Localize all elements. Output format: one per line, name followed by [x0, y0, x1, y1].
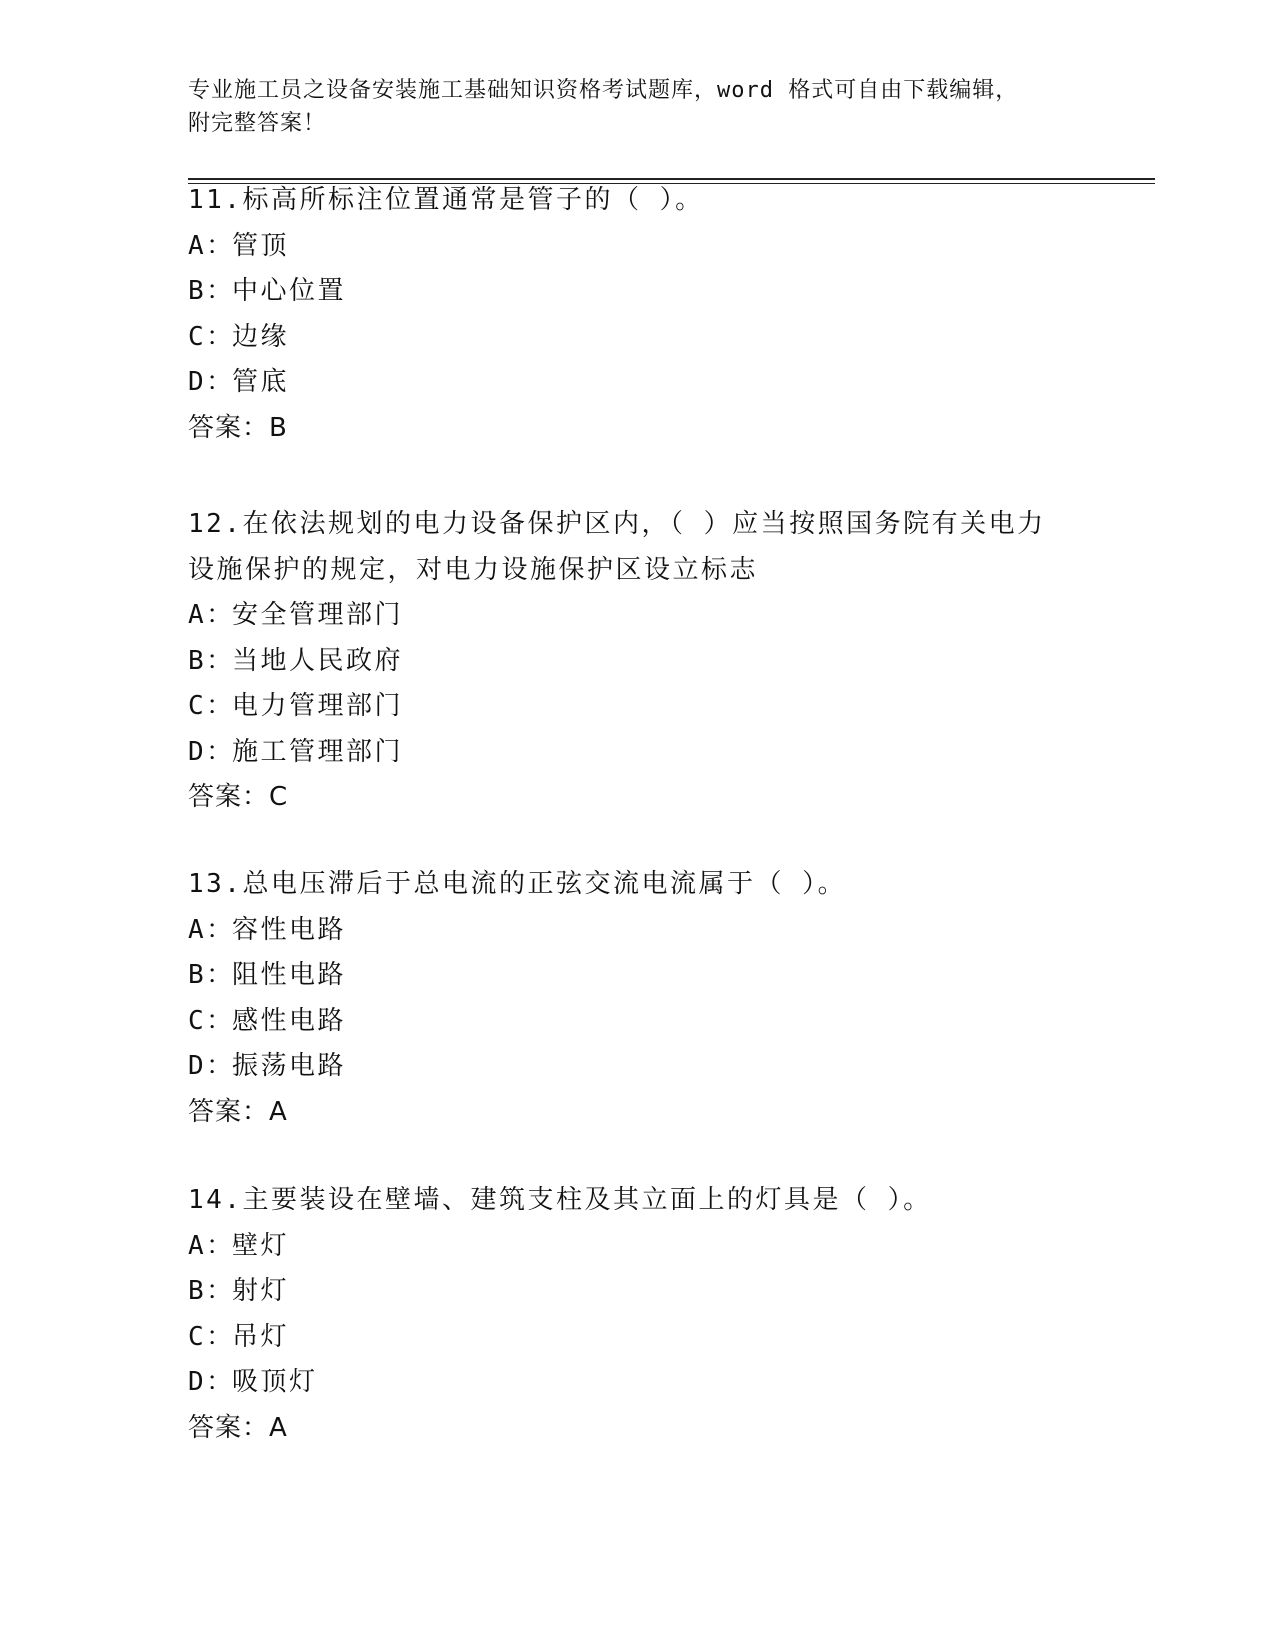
- question-14: [188, 1178, 1088, 1451]
- question-stem-line-2: 设施保护的规定，对电力设施保护区设立标志: [188, 554, 759, 585]
- option-text: 管底: [232, 367, 290, 397]
- option-b: [188, 269, 1088, 315]
- option-d: [188, 360, 1088, 406]
- question-stem: 14.主要装设在壁墙、建筑支柱及其立面上的灯具是（ ）。: [188, 1185, 932, 1215]
- option-c: [188, 1315, 1088, 1361]
- option-text: 射灯: [232, 1276, 290, 1306]
- question-stem-line-1: 12.在依法规划的电力设备保护区内，（ ）应当按照国务院有关电力: [188, 509, 1046, 539]
- option-key: A：: [188, 600, 235, 630]
- option-b: [188, 639, 1088, 685]
- option-c: [188, 684, 1088, 730]
- option-c: [188, 999, 1088, 1045]
- question-stem: 11.标高所标注位置通常是管子的（ ）。: [188, 185, 704, 215]
- question-11: [188, 178, 1088, 451]
- document-header: [188, 74, 1068, 140]
- option-c: [188, 315, 1088, 361]
- option-key: A：: [188, 1230, 235, 1261]
- option-key: C：: [188, 691, 235, 721]
- option-key: A：: [188, 230, 235, 261]
- option-key: D：: [188, 1367, 235, 1397]
- option-key: D：: [188, 367, 235, 397]
- header-line-1: 专业施工员之设备安装施工基础知识资格考试题库，word 格式可自由下载编辑，: [188, 78, 1019, 103]
- option-text: 阻性电路: [232, 960, 347, 990]
- option-key: C：: [188, 1321, 235, 1352]
- option-a: [188, 224, 1088, 270]
- option-b: [188, 953, 1088, 999]
- option-text: 吸顶灯: [232, 1367, 318, 1397]
- option-text: 施工管理部门: [232, 736, 404, 767]
- option-key: B：: [188, 1276, 235, 1306]
- header-line-2: 附完整答案！: [188, 111, 327, 136]
- option-b: [188, 1269, 1088, 1315]
- option-text: 感性电路: [232, 1005, 347, 1036]
- option-key: C：: [188, 321, 235, 352]
- option-key: C：: [188, 1005, 235, 1036]
- option-a: [188, 1224, 1088, 1270]
- option-d: [188, 1360, 1088, 1406]
- question-stem: 13.总电压滞后于总电流的正弦交流电流属于（ ）。: [188, 869, 847, 899]
- option-text: 中心位置: [232, 276, 347, 306]
- option-key: D：: [188, 736, 235, 767]
- option-d: [188, 730, 1088, 776]
- option-text: 安全管理部门: [232, 600, 404, 630]
- option-key: D：: [188, 1051, 235, 1081]
- option-key: B：: [188, 276, 235, 306]
- option-text: 吊灯: [232, 1321, 290, 1352]
- option-key: B：: [188, 960, 235, 990]
- option-text: 管顶: [232, 230, 290, 261]
- answer: 答案：A: [188, 1412, 288, 1443]
- option-text: 当地人民政府: [232, 645, 404, 676]
- answer: 答案：B: [188, 412, 288, 443]
- option-a: [188, 908, 1088, 954]
- option-text: 电力管理部门: [232, 691, 404, 721]
- option-text: 壁灯: [232, 1230, 290, 1261]
- option-a: [188, 593, 1088, 639]
- option-key: A：: [188, 914, 235, 945]
- option-key: B：: [188, 645, 235, 676]
- option-text: 边缘: [232, 321, 290, 352]
- option-text: 振荡电路: [232, 1051, 347, 1081]
- question-13: [188, 862, 1088, 1135]
- option-text: 容性电路: [232, 914, 347, 945]
- answer: 答案：A: [188, 1096, 288, 1127]
- option-d: [188, 1044, 1088, 1090]
- answer: 答案：C: [188, 782, 289, 812]
- question-12: [188, 502, 1088, 821]
